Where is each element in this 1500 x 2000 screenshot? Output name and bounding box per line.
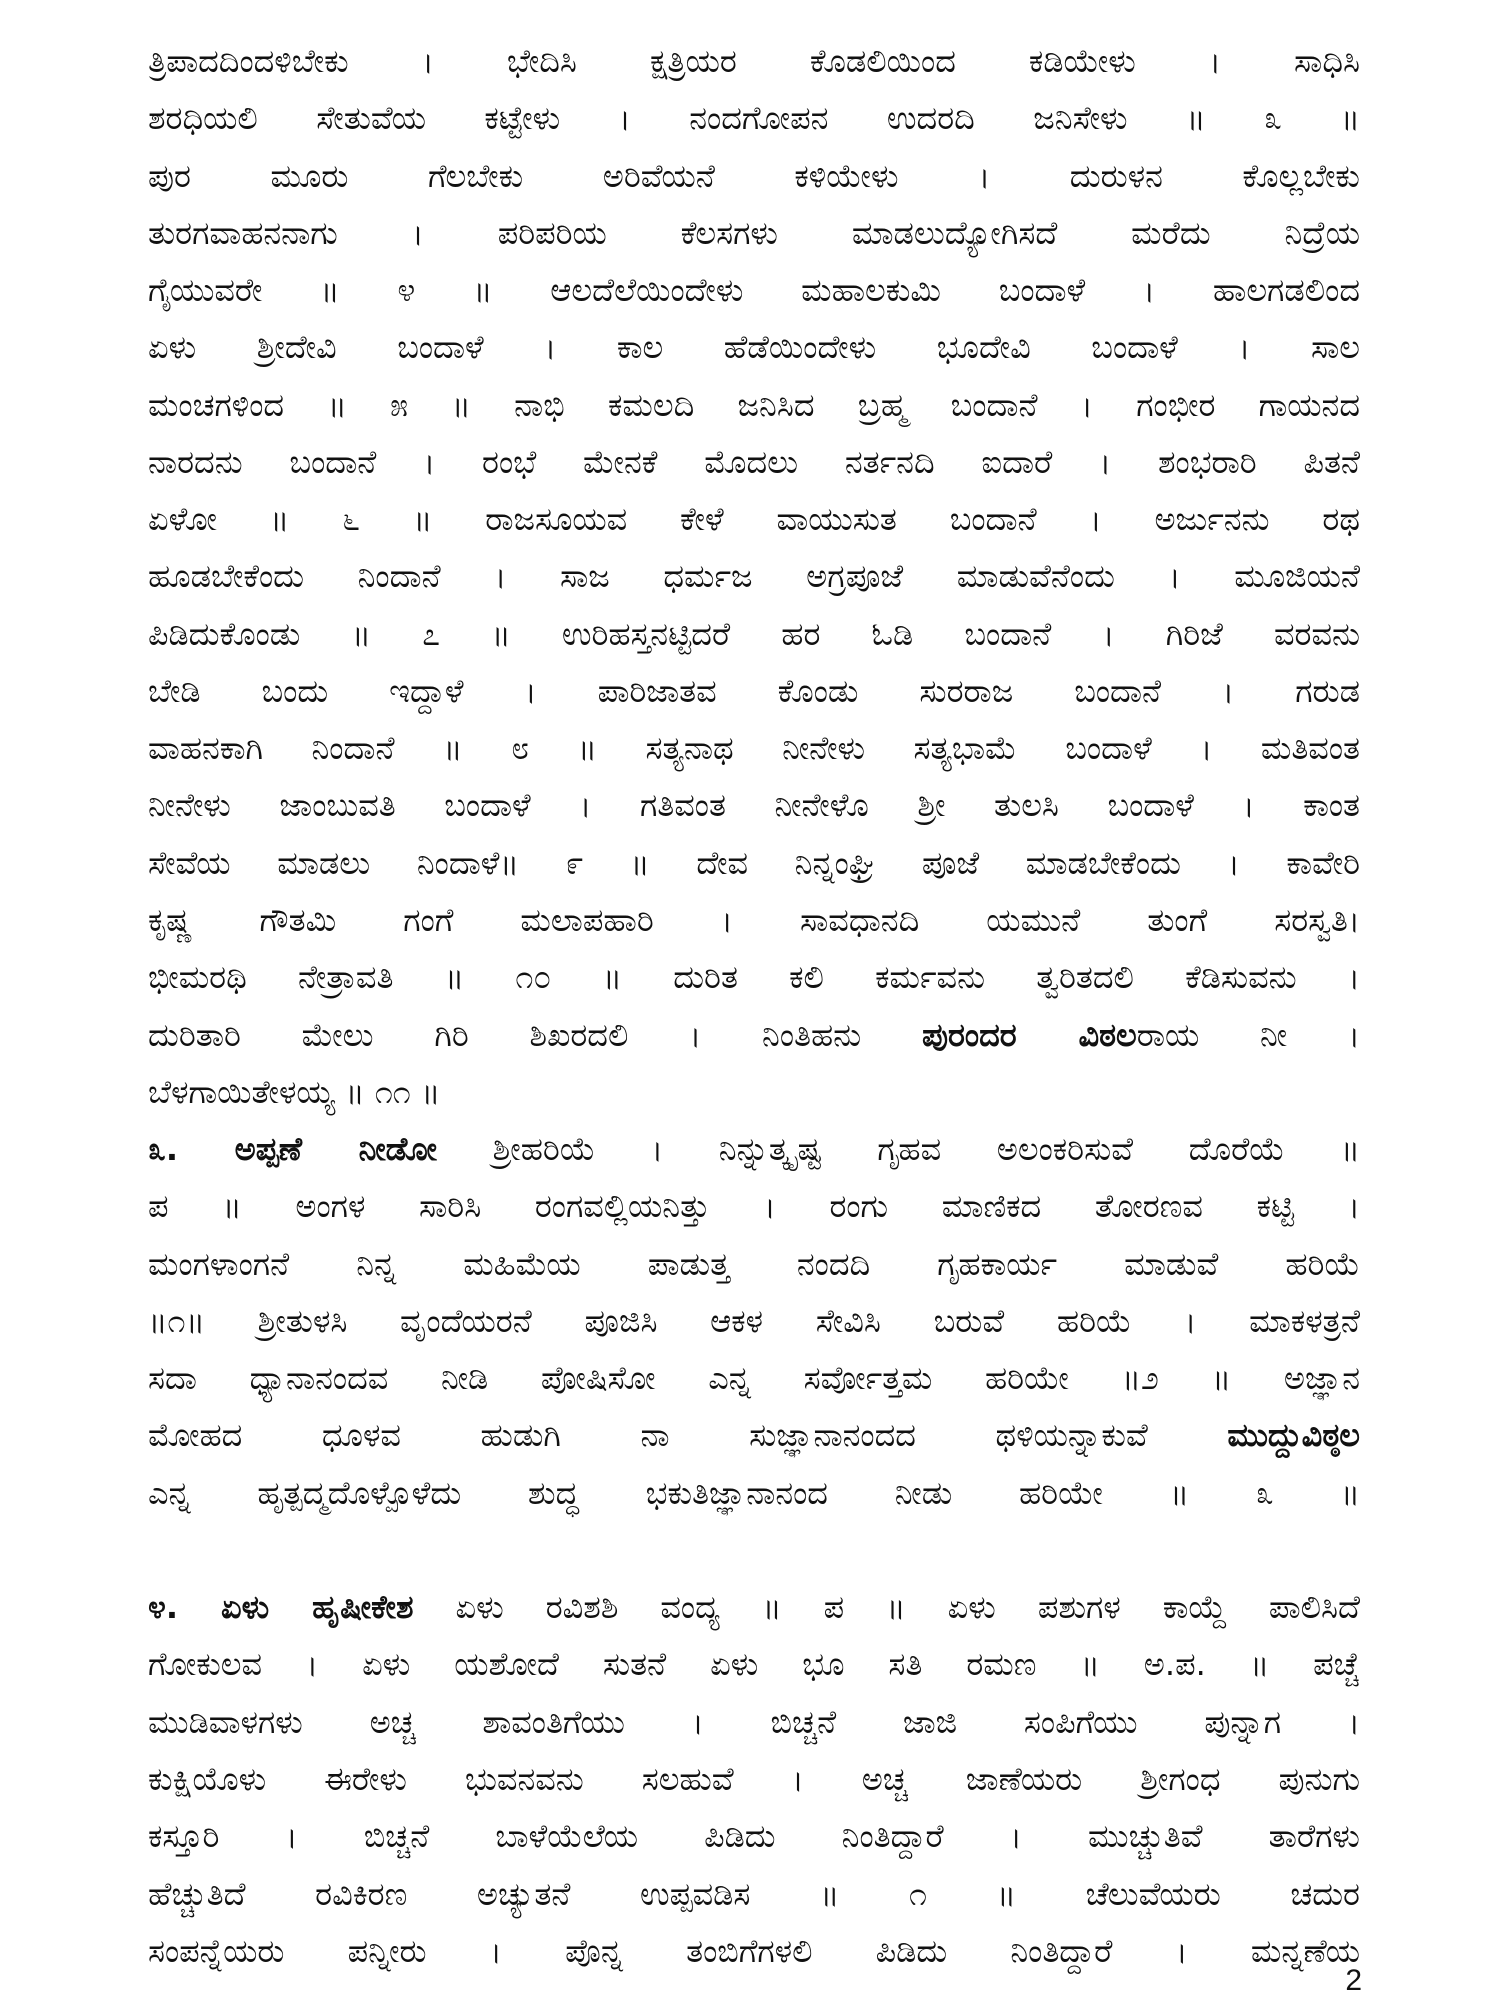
text-line: ಮಂಗಳಾಂಗನೆ ನಿನ್ನ ಮಹಿಮೆಯ ಪಾಡುತ್ತ ನಂದದಿ ಗೃಹಕಾರ್ಯ ಮಾಡುವೆ ಹರಿಯೆ <box>148 1244 1360 1283</box>
song-title: ೪. ಏಳು ಹೃಷೀಕೇಶ <box>148 1588 414 1627</box>
text-line: ಎನ್ನ ಹೃತ್ಪದ್ಮದೊಳ್ಪೊಳೆದು ಶುದ್ಧ ಭಕುತಿಜ್ಞಾನಾನಂದ ನೀಡು ಹರಿಯೇ ॥ ೩ ॥ <box>148 1473 1360 1512</box>
text-segment: ದುರಿತಾರಿ ಮೇಲು ಗಿರಿ ಶಿಖರದಲಿ । ನಿಂತಿಹನು <box>148 1015 922 1054</box>
paragraph-spacer <box>148 1522 1360 1579</box>
text-line: ಕುಕ್ಷಿಯೊಳು ಈರೇಳು ಭುವನವನು ಸಲಹುವೆ । ಅಚ್ಚ ಜಾಣೆಯರು ಶ್ರೀಗಂಧ ಪುನುಗು <box>148 1759 1360 1798</box>
text-line: ಭೀಮರಥಿ ನೇತ್ರಾವತಿ ॥ ೧೦ ॥ ದುರಿತ ಕಲಿ ಕರ್ಮವನು ತ್ವರಿತದಲಿ ಕೆಡಿಸುವನು । <box>148 958 1360 997</box>
text-line: ಹೂಡಬೇಕೆಂದು ನಿಂದಾನೆ । ಸಾಜ ಧರ್ಮಜ ಅಗ್ರಪೂಜೆ ಮಾಡುವೆನೆಂದು । ಮೂಜಿಯನೆ <box>148 557 1360 596</box>
text-segment: ಏಳು ರವಿಶಶಿ ವಂದ್ಯ ॥ ಪ ॥ ಏಳು ಪಶುಗಳ ಕಾಯ್ದೆ ಪಾಲಿಸಿದೆ <box>413 1588 1360 1627</box>
song-heading-line <box>148 1579 1360 1636</box>
composer-mudra: ಮುದ್ದುವಿಠ್ಠಲ <box>1227 1416 1360 1455</box>
text-line: ಗೋಕುಲವ । ಏಳು ಯಶೋದೆ ಸುತನೆ ಏಳು ಭೂ ಸತಿ ರಮಣ ॥ ಅ.ಪ. ॥ ಪಚ್ಚೆ <box>148 1645 1360 1684</box>
text-line: ಸದಾ ಧ್ಯಾನಾನಂದವ ನೀಡಿ ಪೋಷಿಸೋ ಎನ್ನ ಸರ್ವೋತ್ತಮ ಹರಿಯೇ ॥೨ ॥ ಅಜ್ಞಾನ <box>148 1359 1360 1398</box>
text-line: ಸಂಪನ್ನೆಯರು ಪನ್ನೀರು । ಪೊನ್ನ ತಂಬಿಗೆಗಳಲಿ ಪಿಡಿದು ನಿಂತಿದ್ದಾರೆ । ಮನ್ನಣೆಯ <box>148 1931 1360 1970</box>
text-line: ಪುರ ಮೂರು ಗೆಲಬೇಕು ಅರಿವೆಯನೆ ಕಳಿಯೇಳು । ದುರುಳನ ಕೊಲ್ಲಬೇಕು <box>148 156 1360 195</box>
text-line: ಪಿಡಿದುಕೊಂಡು ॥ ೭ ॥ ಉರಿಹಸ್ತನಟ್ಟಿದರೆ ಹರ ಓಡಿ ಬಂದಾನೆ । ಗಿರಿಜೆ ವರವನು <box>148 614 1360 653</box>
text-line: ॥೧॥ ಶ್ರೀತುಳಸಿ ವೃಂದೆಯರನೆ ಪೂಜಿಸಿ ಆಕಳ ಸೇವಿಸಿ ಬರುವೆ ಹರಿಯೆ । ಮಾಕಳತ್ರನೆ <box>148 1301 1360 1340</box>
page-number: 2 <box>1345 1964 1362 1997</box>
text-segment: ಶ್ರೀಹರಿಯೆ । ನಿನ್ನುತ್ಕೃಷ್ಟ ಗೃಹವ ಅಲಂಕರಿಸುವೆ ದೊರೆಯೆ ॥ <box>436 1130 1360 1169</box>
text-line: ಪ ॥ ಅಂಗಳ ಸಾರಿಸಿ ರಂಗವಲ್ಲಿಯನಿತ್ತು । ರಂಗು ಮಾಣಿಕದ ತೋರಣವ ಕಟ್ಟಿ । <box>148 1187 1360 1226</box>
text-line: ಹೆಚ್ಚುತಿದೆ ರವಿಕಿರಣ ಅಚ್ಯುತನೆ ಉಪ್ಪವಡಿಸ ॥ ೧ ॥ ಚೆಲುವೆಯರು ಚದುರ <box>148 1874 1360 1913</box>
text-line: ತುರಗವಾಹನನಾಗು । ಪರಿಪರಿಯ ಕೆಲಸಗಳು ಮಾಡಲುದ್ಯೋಗಿಸದೆ ಮರೆದು ನಿದ್ರೆಯ <box>148 213 1360 252</box>
text-line: ಬೆಳಗಾಯಿತೇಳಯ್ಯ ॥ ೧೧ ॥ <box>148 1072 441 1111</box>
text-line: ಶರಧಿಯಲಿ ಸೇತುವೆಯ ಕಟ್ಟೇಳು । ನಂದಗೋಪನ ಉದರದಿ ಜನಿಸೇಳು ॥ ೩ ॥ <box>148 99 1360 138</box>
text-segment: ಮೋಹದ ಧೂಳವ ಹುಡುಗಿ ನಾ ಸುಜ್ಞಾನಾನಂದದ ಥಳಿಯನ್ನಾಕುವೆ <box>148 1416 1228 1455</box>
text-line: ಕೃಷ್ಣ ಗೌತಮಿ ಗಂಗೆ ಮಲಾಪಹಾರಿ । ಸಾವಧಾನದಿ ಯಮುನೆ ತುಂಗೆ ಸರಸ್ವತಿ। <box>148 900 1360 939</box>
text-line: ನೀನೇಳು ಜಾಂಬುವತಿ ಬಂದಾಳೆ । ಗತಿವಂತ ನೀನೇಳೊ ಶ್ರೀ ತುಲಸಿ ಬಂದಾಳೆ । ಕಾಂತ <box>148 786 1360 825</box>
body-text <box>148 33 1360 1980</box>
song-title: ೩. ಅಪ್ಪಣೆ ನೀಡೋ <box>148 1130 437 1169</box>
text-line: ಮಂಚಗಳಿಂದ ॥ ೫ ॥ ನಾಭಿ ಕಮಲದಿ ಜನಿಸಿದ ಬ್ರಹ್ಮ ಬಂದಾನೆ । ಗಂಭೀರ ಗಾಯನದ <box>148 385 1360 424</box>
text-line: ಮುಡಿವಾಳಗಳು ಅಚ್ಚ ಶಾವಂತಿಗೆಯು । ಬಿಚ್ಚನೆ ಜಾಜಿ ಸಂಪಿಗೆಯು ಪುನ್ನಾಗ । <box>148 1702 1360 1741</box>
song-heading-line <box>148 1121 1360 1178</box>
text-line: ಸೇವೆಯ ಮಾಡಲು ನಿಂದಾಳೆ॥ ೯ ॥ ದೇವ ನಿನ್ನಂಘ್ರಿ ಪೂಜೆ ಮಾಡಬೇಕೆಂದು । ಕಾವೇರಿ <box>148 843 1360 882</box>
composer-mudra: ಪುರಂದರ ವಿಠಲ <box>921 1015 1137 1054</box>
text-line: ವಾಹನಕಾಗಿ ನಿಂದಾನೆ ॥ ೮ ॥ ಸತ್ಯನಾಥ ನೀನೇಳು ಸತ್ಯಭಾಮೆ ಬಂದಾಳೆ । ಮತಿವಂತ <box>148 729 1360 768</box>
text-line: ಗೈಯುವರೇ ॥ ೪ ॥ ಆಲದೆಲೆಯಿಂದೇಳು ಮಹಾಲಕುಮಿ ಬಂದಾಳೆ । ಹಾಲಗಡಲಿಂದ <box>148 271 1360 310</box>
text-line: ನಾರದನು ಬಂದಾನೆ । ರಂಭೆ ಮೇನಕೆ ಮೊದಲು ನರ್ತನದಿ ಐದಾರೆ । ಶಂಭರಾರಿ ಪಿತನೆ <box>148 442 1360 481</box>
text-line: ಕಸ್ತೂರಿ । ಬಿಚ್ಚನೆ ಬಾಳೆಯೆಲೆಯ ಪಿಡಿದು ನಿಂತಿದ್ದಾರೆ । ಮುಚ್ಚುತಿವೆ ತಾರೆಗಳು <box>148 1817 1360 1856</box>
text-line <box>148 1407 1360 1464</box>
text-line: ಏಳು ಶ್ರೀದೇವಿ ಬಂದಾಳೆ । ಕಾಲ ಹೆಡೆಯಿಂದೇಳು ಭೂದೇವಿ ಬಂದಾಳೆ । ಸಾಲ <box>148 328 1360 367</box>
text-line: ಏಳೋ ॥ ೬ ॥ ರಾಜಸೂಯವ ಕೇಳೆ ವಾಯುಸುತ ಬಂದಾನೆ । ಅರ್ಜುನನು ರಥ <box>148 500 1360 539</box>
text-segment: ರಾಯ ನೀ । <box>1136 1015 1360 1054</box>
text-line: ಬೇಡಿ ಬಂದು ಇದ್ದಾಳೆ । ಪಾರಿಜಾತವ ಕೊಂಡು ಸುರರಾಜ ಬಂದಾನೆ । ಗರುಡ <box>148 671 1360 710</box>
text-line: ತ್ರಿಪಾದದಿಂದಳಿಬೇಕು । ಭೇದಿಸಿ ಕ್ಷತ್ರಿಯರ ಕೊಡಲಿಯಿಂದ ಕಡಿಯೇಳು । ಸಾಧಿಸಿ <box>148 42 1360 80</box>
text-line <box>148 1007 1360 1064</box>
